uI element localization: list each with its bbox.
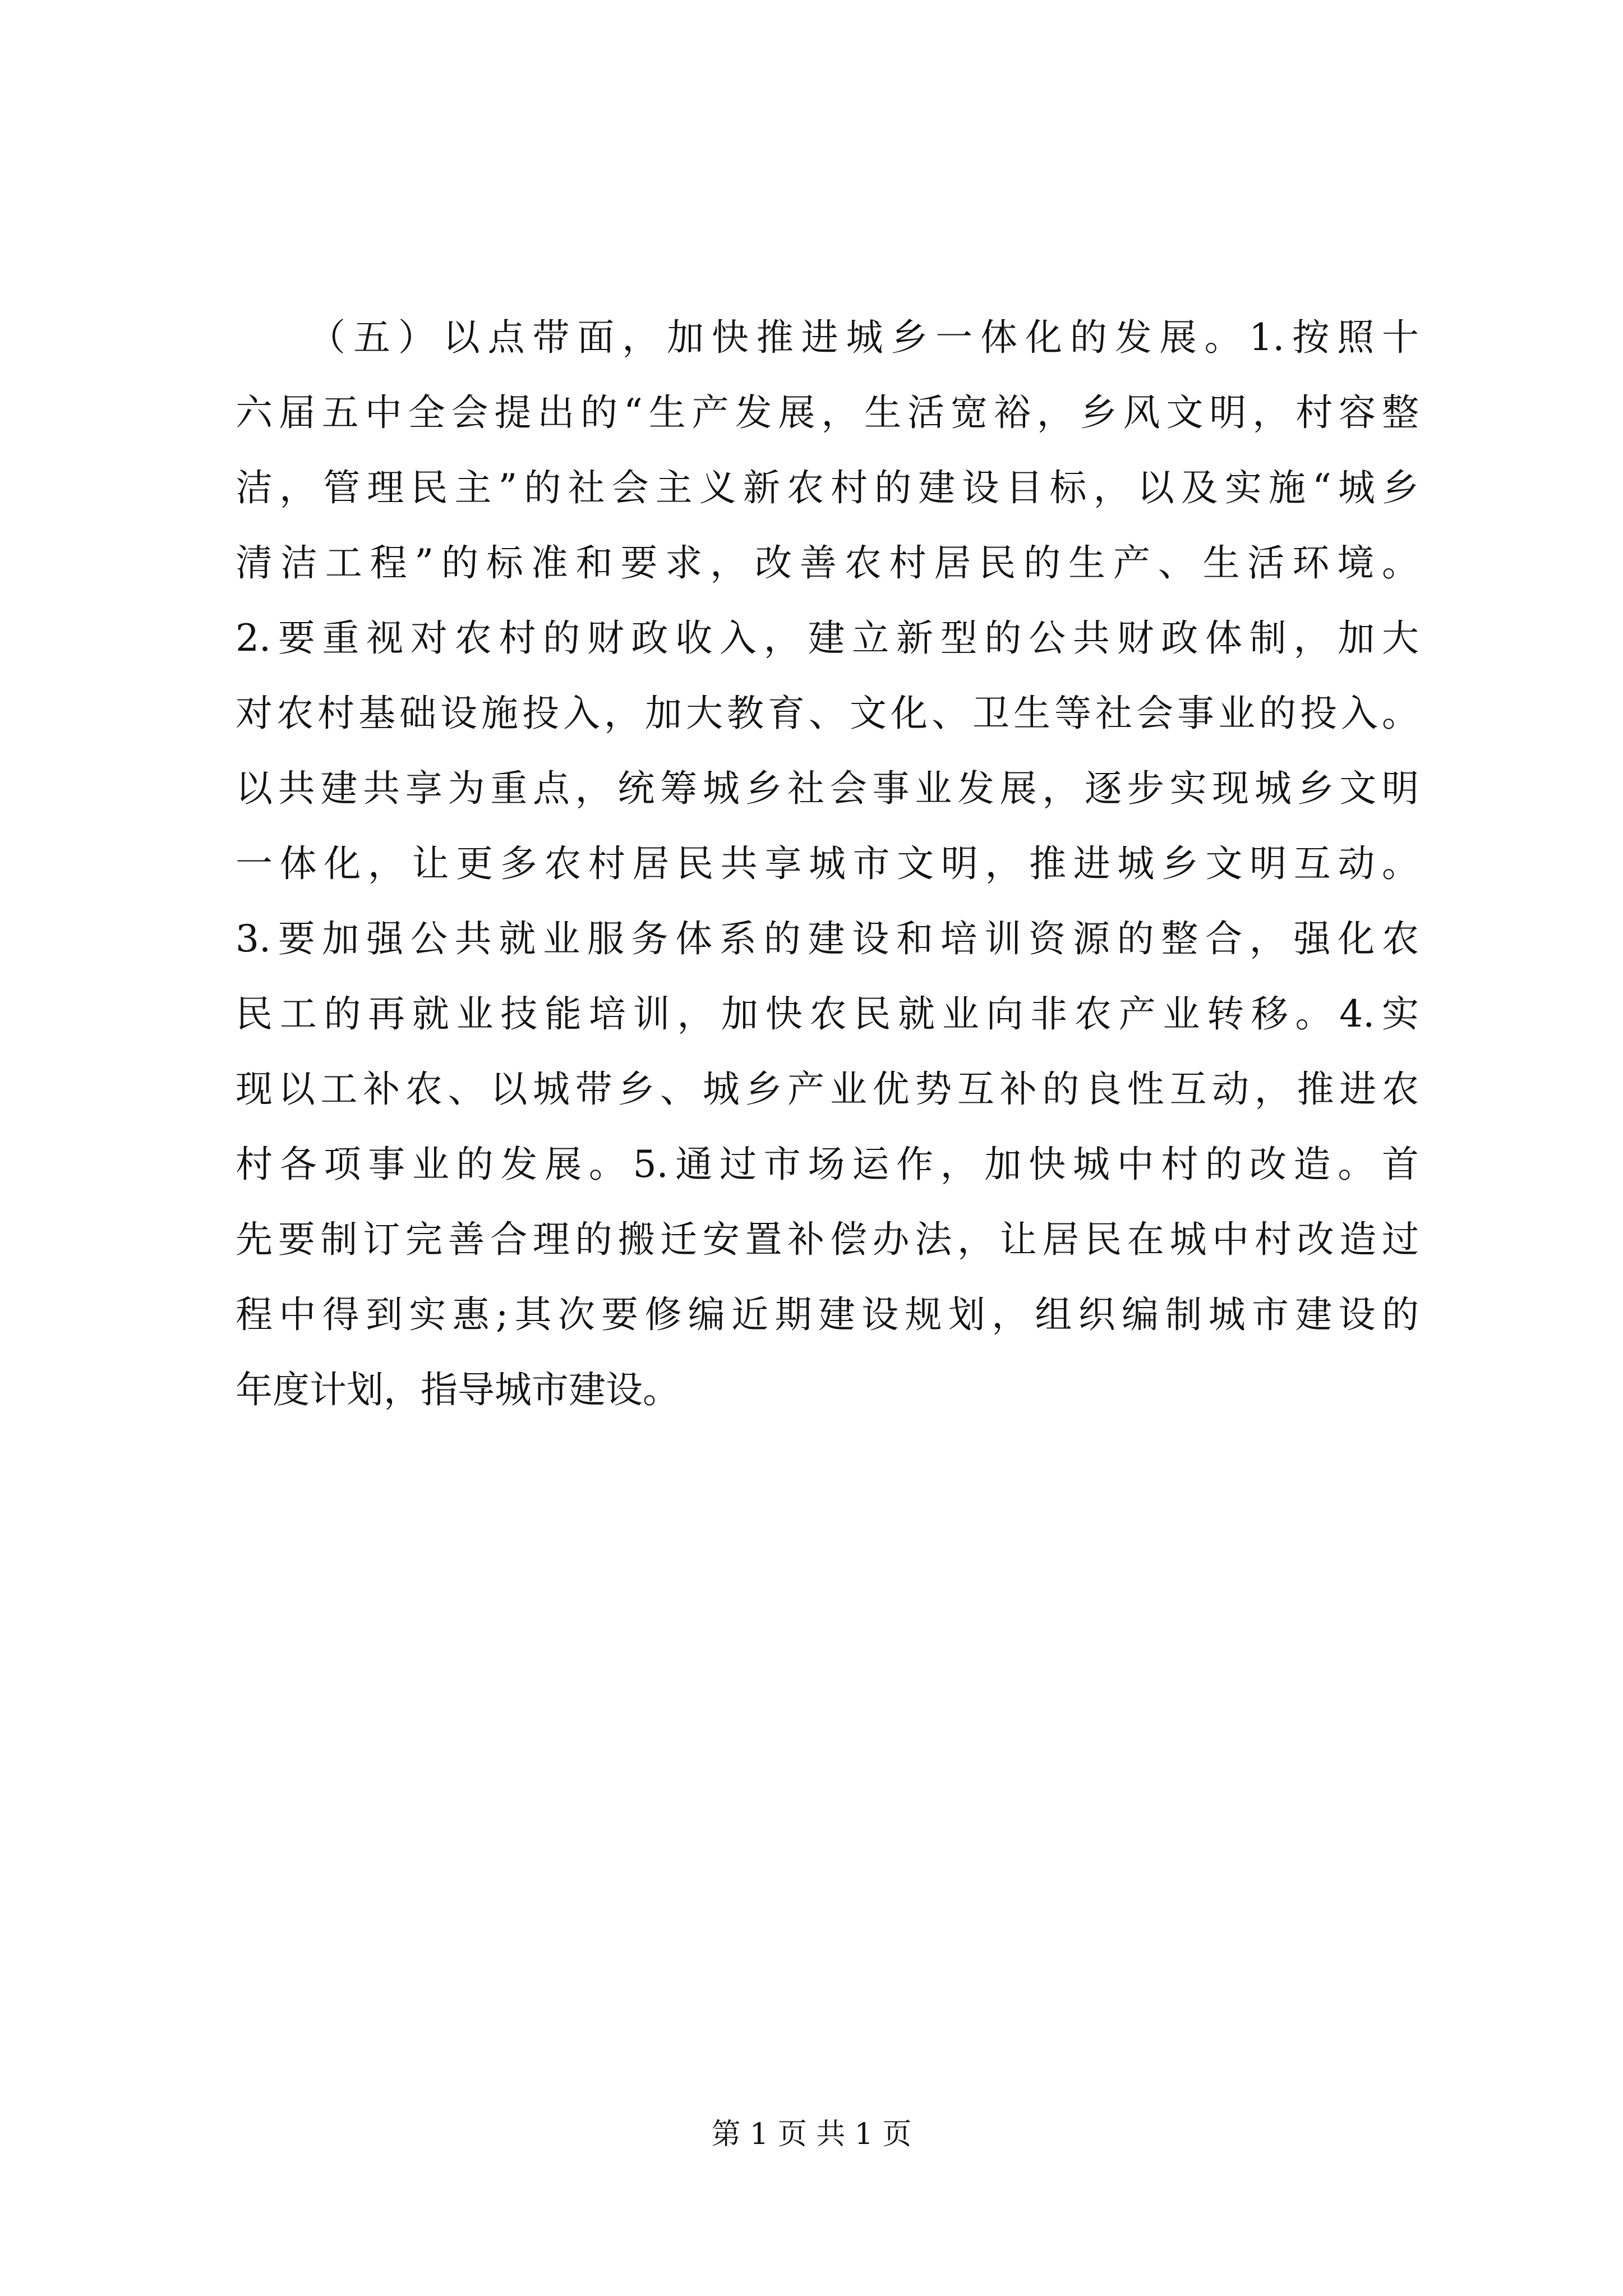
text-line: （五）以点带面，加快推进城乡一体化的发展。1.按照十 <box>308 316 1419 359</box>
text-line: 清洁工程”的标准和要求，改善农村居民的生产、生活环境。 <box>236 541 1419 585</box>
text-line: 以共建共享为重点，统筹城乡社会事业发展，逐步实现城乡文明 <box>236 767 1419 810</box>
text-line: 洁，管理民主”的社会主义新农村的建设目标，以及实施“城乡 <box>236 466 1419 509</box>
text-line: 对农村基础设施投入，加大教育、文化、卫生等社会事业的投入。 <box>236 692 1419 735</box>
text-line: 村各项事业的发展。5.通过市场运作，加快城中村的改造。首 <box>236 1143 1419 1186</box>
text-line: 年度计划，指导城市建设。 <box>236 1368 680 1411</box>
text-line: 六届五中全会提出的“生产发展，生活宽裕，乡风文明，村容整 <box>236 391 1419 434</box>
text-line: 程中得到实惠;其次要修编近期建设规划，组织编制城市建设的 <box>236 1293 1419 1336</box>
body-paragraph <box>236 300 1419 1428</box>
page-footer: 第 1 页 共 1 页 <box>711 2118 912 2151</box>
text-line: 先要制订完善合理的搬迁安置补偿办法，让居民在城中村改造过 <box>236 1218 1419 1261</box>
text-line: 一体化，让更多农村居民共享城市文明，推进城乡文明互动。 <box>236 842 1419 885</box>
text-line: 3.要加强公共就业服务体系的建设和培训资源的整合，强化农 <box>236 917 1419 960</box>
text-line: 2.要重视对农村的财政收入，建立新型的公共财政体制，加大 <box>236 616 1419 660</box>
text-line: 现以工补农、以城带乡、城乡产业优势互补的良性互动，推进农 <box>236 1068 1419 1111</box>
text-line: 民工的再就业技能培训，加快农民就业向非农产业转移。4.实 <box>236 992 1419 1036</box>
